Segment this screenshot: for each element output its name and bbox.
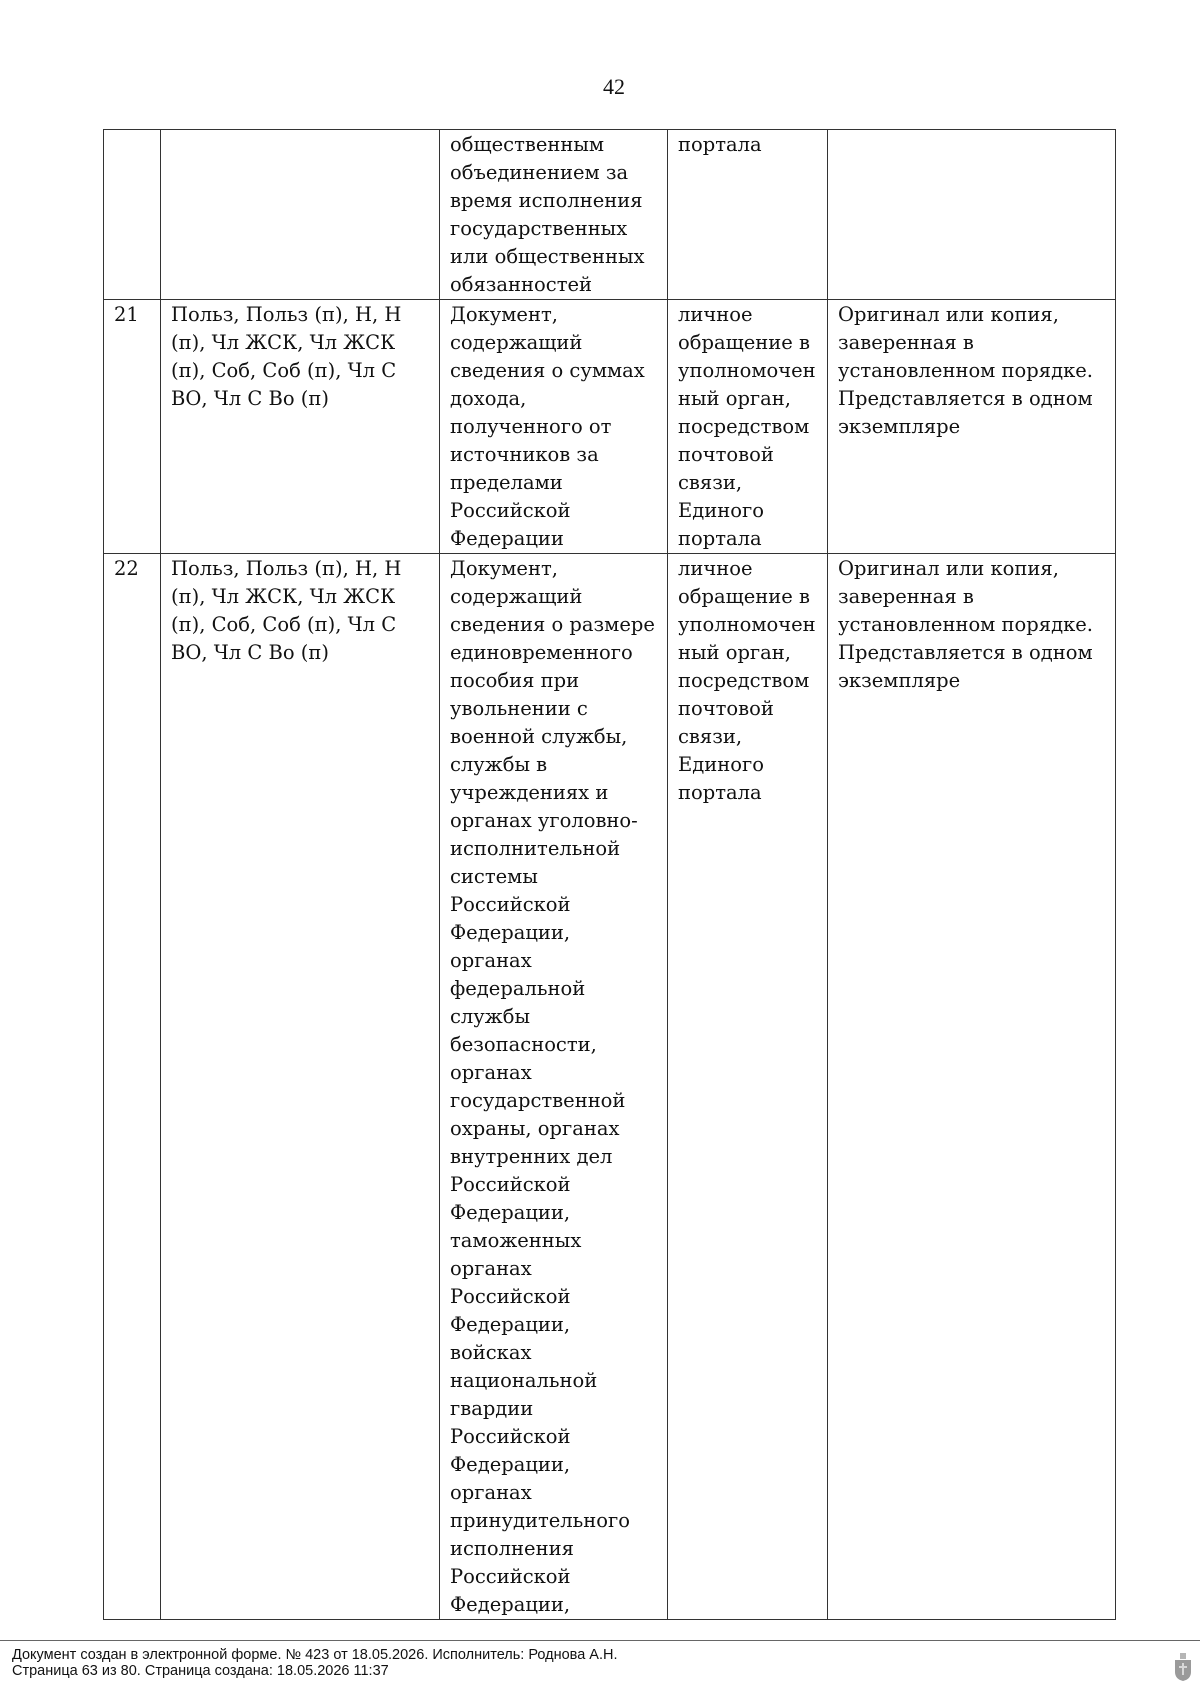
row-number: 22 (104, 554, 161, 1620)
document-note: Оригинал или копия, заверенная в установленном порядке. Представляется в одном экземпляре (828, 300, 1116, 554)
applicant-categories: Польз, Польз (п), Н, Н (п), Чл ЖСК, Чл ЖСК (п), Соб, Соб (п), Чл С ВО, Чл С Во (п) (161, 554, 440, 1620)
footer-divider (0, 1640, 1200, 1641)
coat-of-arms-icon (1172, 1652, 1194, 1682)
footer-line-page-info: Страница 63 из 80. Страница создана: 18.05.2026 11:37 (12, 1663, 389, 1679)
submission-method: личное обращение в уполномочен ный орган, посредством почтовой связи, Единого портала (668, 300, 828, 554)
table-row (104, 130, 1116, 300)
document-description: Документ, содержащий сведения о суммах дохода, полученного от источников за пределами Российской Федерации (440, 300, 668, 554)
document-description: Документ, содержащий сведения о размере единовременного пособия при увольнении с военной службы, службы в учреждениях и органах уголовно- исполнительной системы Российской Федерации, органах федеральной службы безопасности, органах государственной охраны, органах внутренних дел Российской Федерации, таможенных органах Российской Федерации, войсках национальной гвардии Российской Федерации, органах принудительного исполнения Российской Федерации, (440, 554, 668, 1620)
table-row (104, 554, 1116, 1620)
applicant-categories: Польз, Польз (п), Н, Н (п), Чл ЖСК, Чл ЖСК (п), Соб, Соб (п), Чл С ВО, Чл С Во (п) (161, 300, 440, 554)
document-footer (12, 1647, 618, 1679)
document-note: Оригинал или копия, заверенная в установленном порядке. Представляется в одном экземпляре (828, 554, 1116, 1620)
row-number (104, 130, 161, 300)
table-row (104, 300, 1116, 554)
document-note (828, 130, 1116, 300)
page-number: 42 (603, 74, 625, 99)
submission-method: портала (668, 130, 828, 300)
footer-line-document-info: Документ создан в электронной форме. № 423 от 18.05.2026. Исполнитель: Роднова А.Н. (12, 1647, 618, 1663)
documents-table (103, 129, 1116, 1620)
document-description: общественным объединением за время исполнения государственных или общественных обязанностей (440, 130, 668, 300)
applicant-categories (161, 130, 440, 300)
submission-method: личное обращение в уполномочен ный орган, посредством почтовой связи, Единого портала (668, 554, 828, 1620)
row-number: 21 (104, 300, 161, 554)
